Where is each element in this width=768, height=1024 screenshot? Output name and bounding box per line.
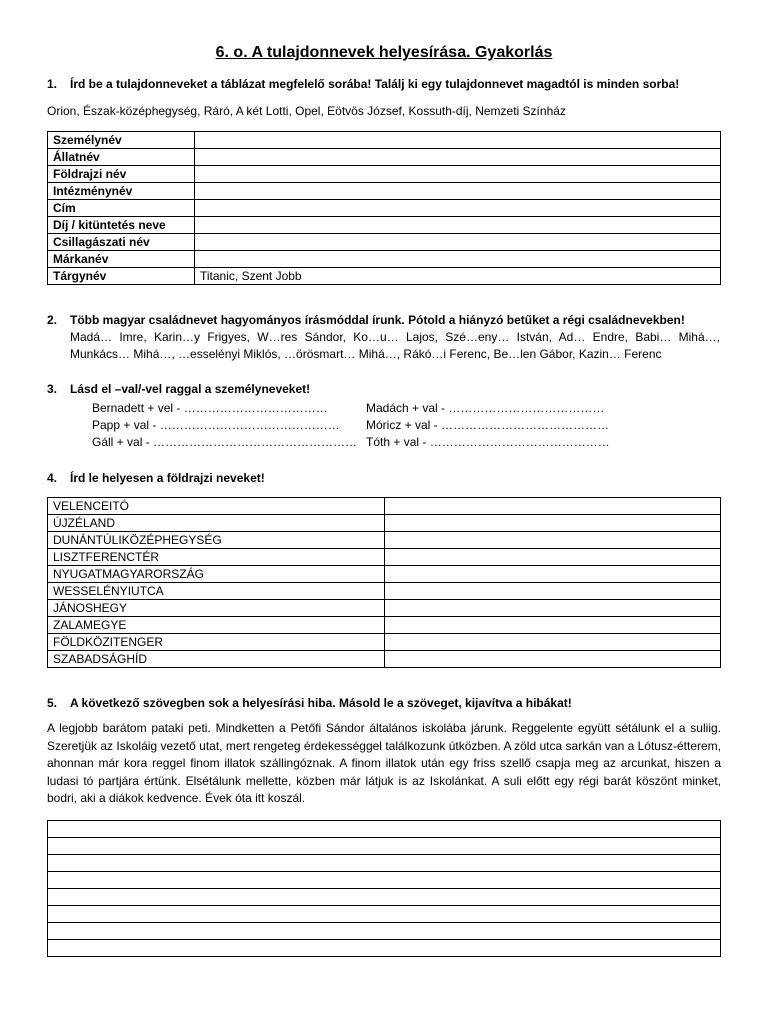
- task5-text: A legjobb barátom pataki peti. Mindketten a Petőfi Sándor általános iskolába járunk. Reggelente együtt sétálunk el a suliig. Szeretjük az Iskoláig vezető utat, mert rengeteg érdekességgel találkozunk útközben. A zöld utca sarkán van a Lótusz-étterem, ahonnan már kora reggel finom illatok szállingóznak. A finom illatok után egy friss szellő csapja meg az arcunkat, hiszen a ludasi tó partjára értünk. Elsétálunk mellette, közben már látjuk is az Iskolánkat. A suli előtt egy régi barát köszönt minket, bodri, aki a diákok kedvence. Évek óta itt koszál.: [47, 721, 721, 805]
- misspelled-name: ÚJZÉLAND: [48, 515, 385, 532]
- table-row: [48, 268, 721, 285]
- task2-instruction: Több magyar családnevet hagyományos írásmóddal írunk. Pótold a hiányzó betűket a régi családnevekben!: [70, 313, 685, 327]
- task3-heading: [47, 382, 310, 396]
- task1-word-list: Orion, Észak-középhegység, Ráró, A két Lotti, Opel, Eötvös József, Kossuth-díj, Nemzeti Színház: [47, 104, 566, 118]
- page-title: 6. o. A tulajdonnevek helyesírása. Gyakorlás: [215, 44, 553, 61]
- category-label: Márkanév: [48, 251, 195, 268]
- table-row: [48, 634, 721, 651]
- misspelled-name: WESSELÉNYIUTCA: [48, 583, 385, 600]
- suffix-row[interactable]: Bernadett + vel - ………………………………: [92, 401, 328, 415]
- task1-number: 1.: [47, 77, 58, 91]
- answer-cell[interactable]: [48, 855, 721, 872]
- task2-number: 2.: [47, 313, 58, 327]
- answer-cell[interactable]: [48, 923, 721, 940]
- answer-cell[interactable]: [384, 617, 721, 634]
- geographic-names-table: [47, 497, 721, 668]
- suffix-row[interactable]: Tóth + val - ………………………………………: [366, 435, 610, 449]
- category-label: Intézménynév: [48, 183, 195, 200]
- writing-line: [48, 906, 721, 923]
- answer-cell[interactable]: [195, 200, 721, 217]
- suffix-row[interactable]: Papp + val - ………………………………………: [92, 418, 340, 432]
- task1-instruction: Írd be a tulajdonneveket a táblázat megfelelő sorába! Találj ki egy tulajdonnevet magadtól is minden sorba!: [70, 77, 680, 91]
- table-row: [48, 532, 721, 549]
- category-label: Tárgynév: [48, 268, 195, 285]
- answer-cell[interactable]: [384, 634, 721, 651]
- category-label: Személynév: [48, 132, 195, 149]
- misspelled-name: SZABADSÁGHÍD: [48, 651, 385, 668]
- answer-cell[interactable]: [384, 651, 721, 668]
- answer-cell[interactable]: [384, 549, 721, 566]
- category-label: Díj / kitüntetés neve: [48, 217, 195, 234]
- table-row: [48, 498, 721, 515]
- answer-cell[interactable]: [195, 251, 721, 268]
- table-row: [48, 251, 721, 268]
- table-row: [48, 166, 721, 183]
- task1-heading: [47, 77, 679, 91]
- table-row: [48, 515, 721, 532]
- table-row: [48, 566, 721, 583]
- misspelled-name: LISZTFERENCTÉR: [48, 549, 385, 566]
- misspelled-name: NYUGATMAGYARORSZÁG: [48, 566, 385, 583]
- table-row: [48, 217, 721, 234]
- answer-cell[interactable]: [48, 906, 721, 923]
- task3-right-column: [366, 400, 610, 451]
- answer-cell[interactable]: [384, 566, 721, 583]
- answer-cell[interactable]: [48, 940, 721, 957]
- table-row: [48, 200, 721, 217]
- writing-line: [48, 923, 721, 940]
- task5-heading: [47, 696, 572, 710]
- category-label: Csillagászati név: [48, 234, 195, 251]
- answer-cell[interactable]: [384, 498, 721, 515]
- task2-names-text: Madá… Imre, Karin…y Frigyes, W…res Sándor, Ko…u… Lajos, Szé…eny… István, Ad… Endre, Babi… Mihá…, Munkács… Mihá…, …esselényi Miklós, …örösmart… Mihá…, Rákó…i Ferenc, Be…len Gábor, Kazin… Ferenc: [70, 330, 720, 361]
- copy-lines-table: [47, 820, 721, 957]
- answer-cell[interactable]: Titanic, Szent Jobb: [195, 268, 721, 285]
- writing-line: [48, 855, 721, 872]
- answer-cell[interactable]: [195, 149, 721, 166]
- task5-number: 5.: [47, 696, 58, 710]
- answer-cell[interactable]: [195, 234, 721, 251]
- answer-cell[interactable]: [384, 532, 721, 549]
- table-row: [48, 549, 721, 566]
- task4-number: 4.: [47, 471, 58, 485]
- answer-cell[interactable]: [195, 166, 721, 183]
- table-row: [48, 183, 721, 200]
- writing-line: [48, 940, 721, 957]
- answer-cell[interactable]: [195, 183, 721, 200]
- answer-cell[interactable]: [384, 583, 721, 600]
- category-label: Cím: [48, 200, 195, 217]
- writing-line: [48, 821, 721, 838]
- task4-instruction: Írd le helyesen a földrajzi neveket!: [70, 471, 265, 485]
- misspelled-name: FÖLDKÖZITENGER: [48, 634, 385, 651]
- category-label: Földrajzi név: [48, 166, 195, 183]
- task4-heading: [47, 471, 265, 485]
- table-row: [48, 234, 721, 251]
- misspelled-name: DUNÁNTÚLIKÖZÉPHEGYSÉG: [48, 532, 385, 549]
- table-row: [48, 132, 721, 149]
- proper-noun-table: [47, 131, 721, 285]
- answer-cell[interactable]: [384, 600, 721, 617]
- task3-instruction: Lásd el –val/-vel raggal a személyneveket!: [70, 382, 311, 396]
- answer-cell[interactable]: [195, 132, 721, 149]
- misspelled-name: JÁNOSHEGY: [48, 600, 385, 617]
- table-row: [48, 583, 721, 600]
- answer-cell[interactable]: [48, 872, 721, 889]
- task3-left-column: [92, 400, 357, 451]
- table-row: [48, 600, 721, 617]
- task3-number: 3.: [47, 382, 58, 396]
- table-row: [48, 617, 721, 634]
- suffix-row[interactable]: Móricz + val - ……………………………………: [366, 418, 610, 432]
- misspelled-name: ZALAMEGYE: [48, 617, 385, 634]
- category-label: Állatnév: [48, 149, 195, 166]
- writing-line: [48, 889, 721, 906]
- task5-instruction: A következő szövegben sok a helyesírási hiba. Másold le a szöveget, kijavítva a hibákat!: [70, 696, 572, 710]
- answer-cell[interactable]: [195, 217, 721, 234]
- table-row: [48, 651, 721, 668]
- answer-cell[interactable]: [384, 515, 721, 532]
- answer-cell[interactable]: [48, 889, 721, 906]
- answer-cell[interactable]: [48, 821, 721, 838]
- answer-cell[interactable]: [48, 838, 721, 855]
- suffix-row[interactable]: Madách + val - …………………………………: [366, 401, 605, 415]
- writing-line: [48, 872, 721, 889]
- task2-number-wrap: [47, 313, 70, 327]
- table-row: [48, 149, 721, 166]
- misspelled-name: VELENCEITÓ: [48, 498, 385, 515]
- suffix-row[interactable]: Gáll + val - ……………………………………………: [92, 435, 358, 449]
- writing-line: [48, 838, 721, 855]
